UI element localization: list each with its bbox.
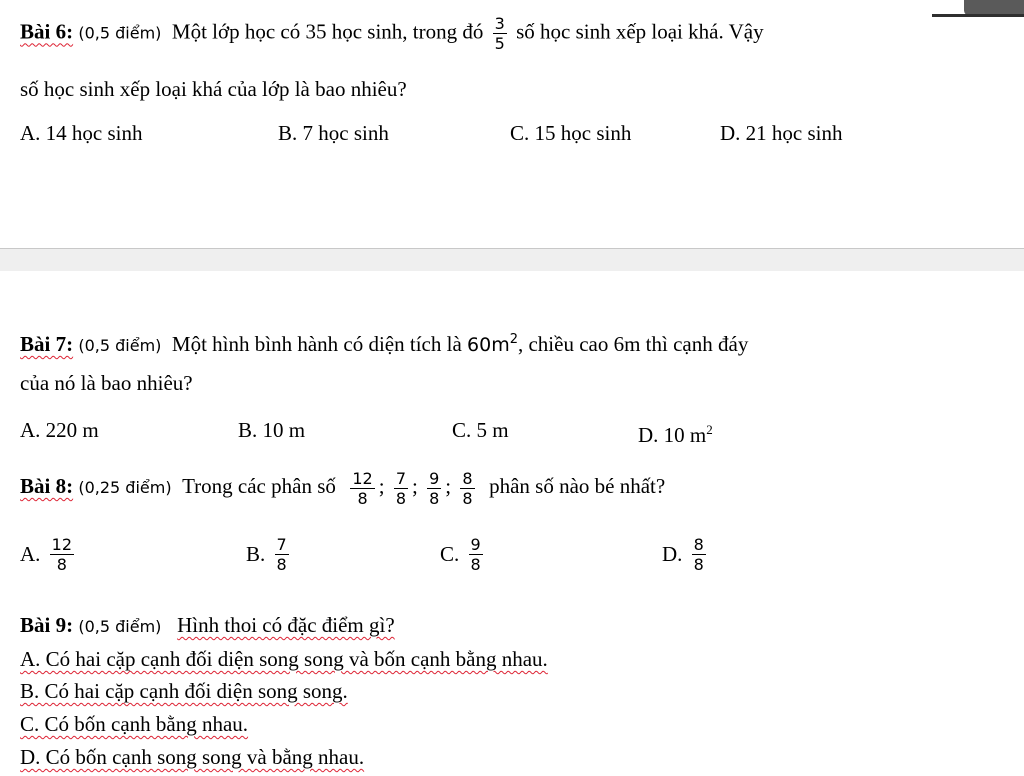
bai7-option-a: A. 220 m [20, 418, 99, 442]
bai8-option-c-letter: C. [440, 542, 460, 566]
bai8-option-b-den: 8 [276, 555, 287, 574]
bai8-fraction-4 [460, 469, 474, 508]
bai6-fraction [493, 14, 507, 53]
page-separator [0, 248, 1024, 272]
bai8-option-b-letter: B. [246, 542, 266, 566]
bai8-option-d-fraction [692, 535, 706, 574]
bai8-fraction-1 [350, 469, 374, 508]
bai6-option-d: D. 21 học sinh [720, 121, 843, 145]
bai8-option-a-den: 8 [56, 555, 67, 574]
bai8-option-c-den: 8 [470, 555, 481, 574]
bai6-frac-num: 3 [494, 14, 505, 33]
bai6-text-after: số học sinh xếp loại khá. Vậy [516, 19, 764, 44]
bai7-option-c: C. 5 m [452, 418, 509, 442]
bai9-option-d-text: D. Có bốn cạnh song song và bằng nhau. [20, 745, 365, 769]
bai9-option-b [20, 678, 348, 704]
bai7-area-exp: 2 [509, 332, 518, 347]
bai8-option-d-num: 8 [693, 535, 704, 554]
bai8-option-c-num: 9 [470, 535, 481, 554]
bai8-label: Bài 8: [20, 474, 74, 498]
bai8-option-a-num: 12 [51, 535, 73, 554]
bai7-option-b: B. 10 m [238, 418, 306, 442]
bai7-text-after: , chiều cao 6m thì cạnh đáy [517, 332, 749, 356]
bai8-frac3-den: 8 [429, 488, 440, 508]
bai8-option-d [662, 535, 710, 574]
bai9-option-a [20, 646, 548, 672]
bai6-label: Bài 6: [20, 19, 74, 44]
bai6-option-b: B. 7 học sinh [278, 121, 389, 145]
bai8-fraction-2 [394, 469, 408, 508]
bai8-question-line [20, 464, 665, 510]
bai8-text-after: phân số nào bé nhất? [489, 474, 666, 498]
bai9-label: Bài 9: [20, 613, 74, 637]
bai8-frac1-den: 8 [357, 488, 368, 508]
bai8-frac4-den: 8 [462, 488, 473, 508]
bai7-option-d [638, 417, 713, 448]
bai8-option-a-fraction [50, 535, 74, 574]
bai8-option-a [20, 535, 78, 574]
bai9-option-a-text: A. Có hai cặp cạnh đối diện song song và bốn cạnh bằng nhau. [20, 647, 548, 671]
bai8-sep-2: ; [412, 474, 418, 498]
bai8-option-a-letter: A. [20, 542, 41, 566]
bai8-frac4-num: 8 [462, 468, 473, 488]
bai6-points: (0,5 điểm) [78, 23, 162, 43]
bai9-question: Hình thoi có đặc điểm gì? [177, 613, 395, 637]
bai8-option-b-num: 7 [276, 535, 287, 554]
bai8-option-b-fraction [275, 535, 289, 574]
bai7-option-d-text: D. 10 m [638, 423, 707, 447]
bai8-option-d-letter: D. [662, 542, 683, 566]
bai8-option-c [440, 535, 487, 574]
bai8-text-before: Trong các phân số [182, 474, 336, 498]
bai7-question-line1 [20, 327, 748, 359]
bai8-sep-1: ; [378, 474, 385, 498]
bai7-area-value: 60m [467, 334, 510, 356]
bai8-frac3-num: 9 [429, 468, 440, 488]
bai6-option-a: A. 14 học sinh [20, 121, 143, 145]
bai7-text-before: Một hình bình hành có diện tích là [171, 332, 462, 356]
bai9-option-b-text: B. Có hai cặp cạnh đối diện song song. [20, 679, 348, 703]
bai9-question-line [20, 612, 395, 640]
bai6-question-line2: số học sinh xếp loại khá của lớp là bao nhiêu? [20, 77, 407, 101]
bai8-option-c-fraction [469, 535, 483, 574]
bai7-question-line2: của nó là bao nhiêu? [20, 371, 193, 395]
bai7-option-d-exp: 2 [706, 422, 713, 437]
page-top [0, 0, 1024, 248]
bai9-option-c-text: C. Có bốn cạnh bằng nhau. [20, 712, 249, 736]
bai6-frac-den: 5 [494, 34, 505, 53]
bai8-frac1-num: 12 [352, 468, 373, 488]
bai8-option-b [246, 535, 293, 574]
bai9-option-c [20, 711, 248, 737]
window-corner-line [932, 14, 1024, 17]
bai6-option-c: C. 15 học sinh [510, 121, 632, 145]
bai8-fraction-3 [427, 469, 441, 508]
bai7-label: Bài 7: [20, 332, 74, 356]
bai6-text-before: Một lớp học có 35 học sinh, trong đó [171, 19, 484, 44]
bai9-points: (0,5 điểm) [78, 617, 162, 636]
bai8-frac2-den: 8 [395, 488, 407, 508]
bai7-points: (0,5 điểm) [78, 336, 162, 355]
bai6-question-line1 [20, 14, 764, 53]
bai9-option-d [20, 744, 364, 770]
bai8-option-d-den: 8 [693, 555, 704, 574]
bai8-sep-3: ; [445, 474, 452, 498]
bai8-frac2-num: 7 [395, 468, 407, 488]
bai8-points: (0,25 điểm) [78, 478, 172, 497]
